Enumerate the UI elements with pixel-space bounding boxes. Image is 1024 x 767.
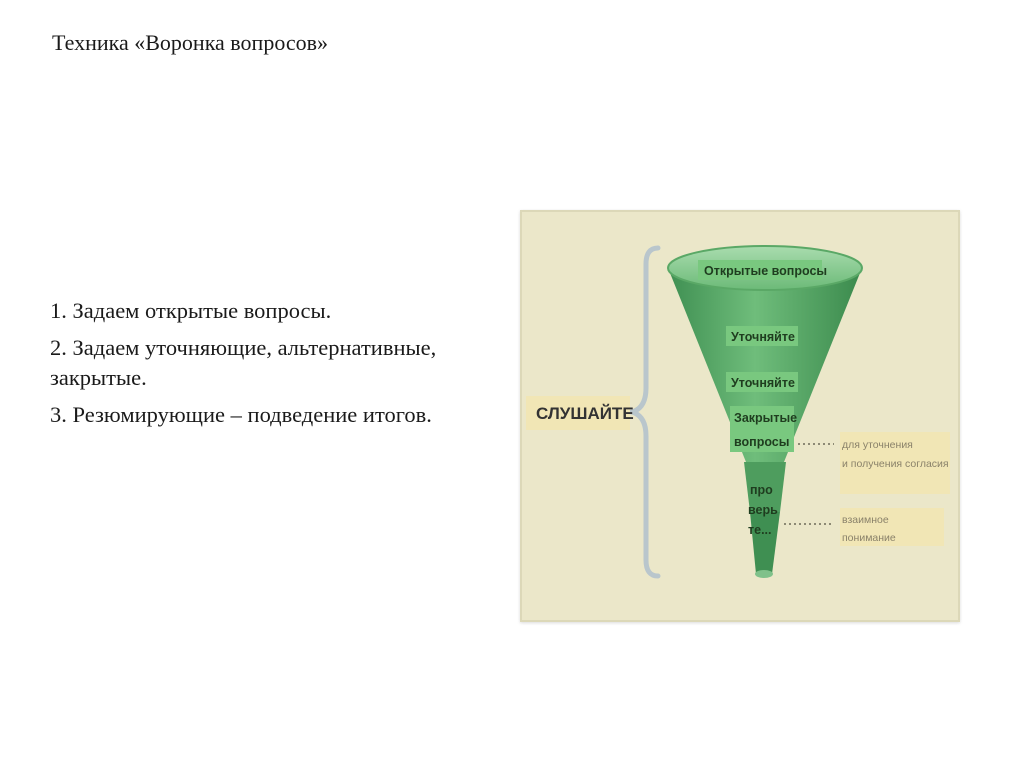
spout-text-1: про — [750, 483, 773, 497]
steps-list — [50, 296, 490, 437]
step-2: 2. Задаем уточняющие, альтернативные, закрытые. — [50, 335, 437, 390]
step-3: 3. Резюмирующие – подведение итогов. — [50, 402, 432, 427]
listen-label: СЛУШАЙТЕ — [536, 404, 634, 423]
slide-title: Техника «Воронка вопросов» — [52, 30, 329, 55]
note-1-line-1: для уточнения — [842, 439, 913, 451]
funnel-diagram — [520, 210, 960, 622]
funnel-svg — [522, 212, 962, 624]
level-closed-2: вопросы — [734, 435, 790, 449]
spout-text-3: те... — [748, 523, 772, 537]
spout-end — [755, 570, 773, 578]
step-1: 1. Задаем открытые вопросы. — [50, 298, 332, 323]
brace — [632, 248, 658, 576]
note-2-line-1: взаимное — [842, 514, 889, 526]
level-open: Открытые вопросы — [704, 264, 828, 278]
spout-text-2: верь — [748, 503, 778, 517]
level-clarify-2: Уточняйте — [731, 376, 795, 390]
funnel-spout — [750, 512, 780, 574]
note-2-line-2: понимание — [842, 532, 896, 544]
note-1-line-2: и получения согласия — [842, 458, 949, 470]
level-clarify-1: Уточняйте — [731, 330, 795, 344]
level-closed-1: Закрытые — [734, 411, 798, 425]
